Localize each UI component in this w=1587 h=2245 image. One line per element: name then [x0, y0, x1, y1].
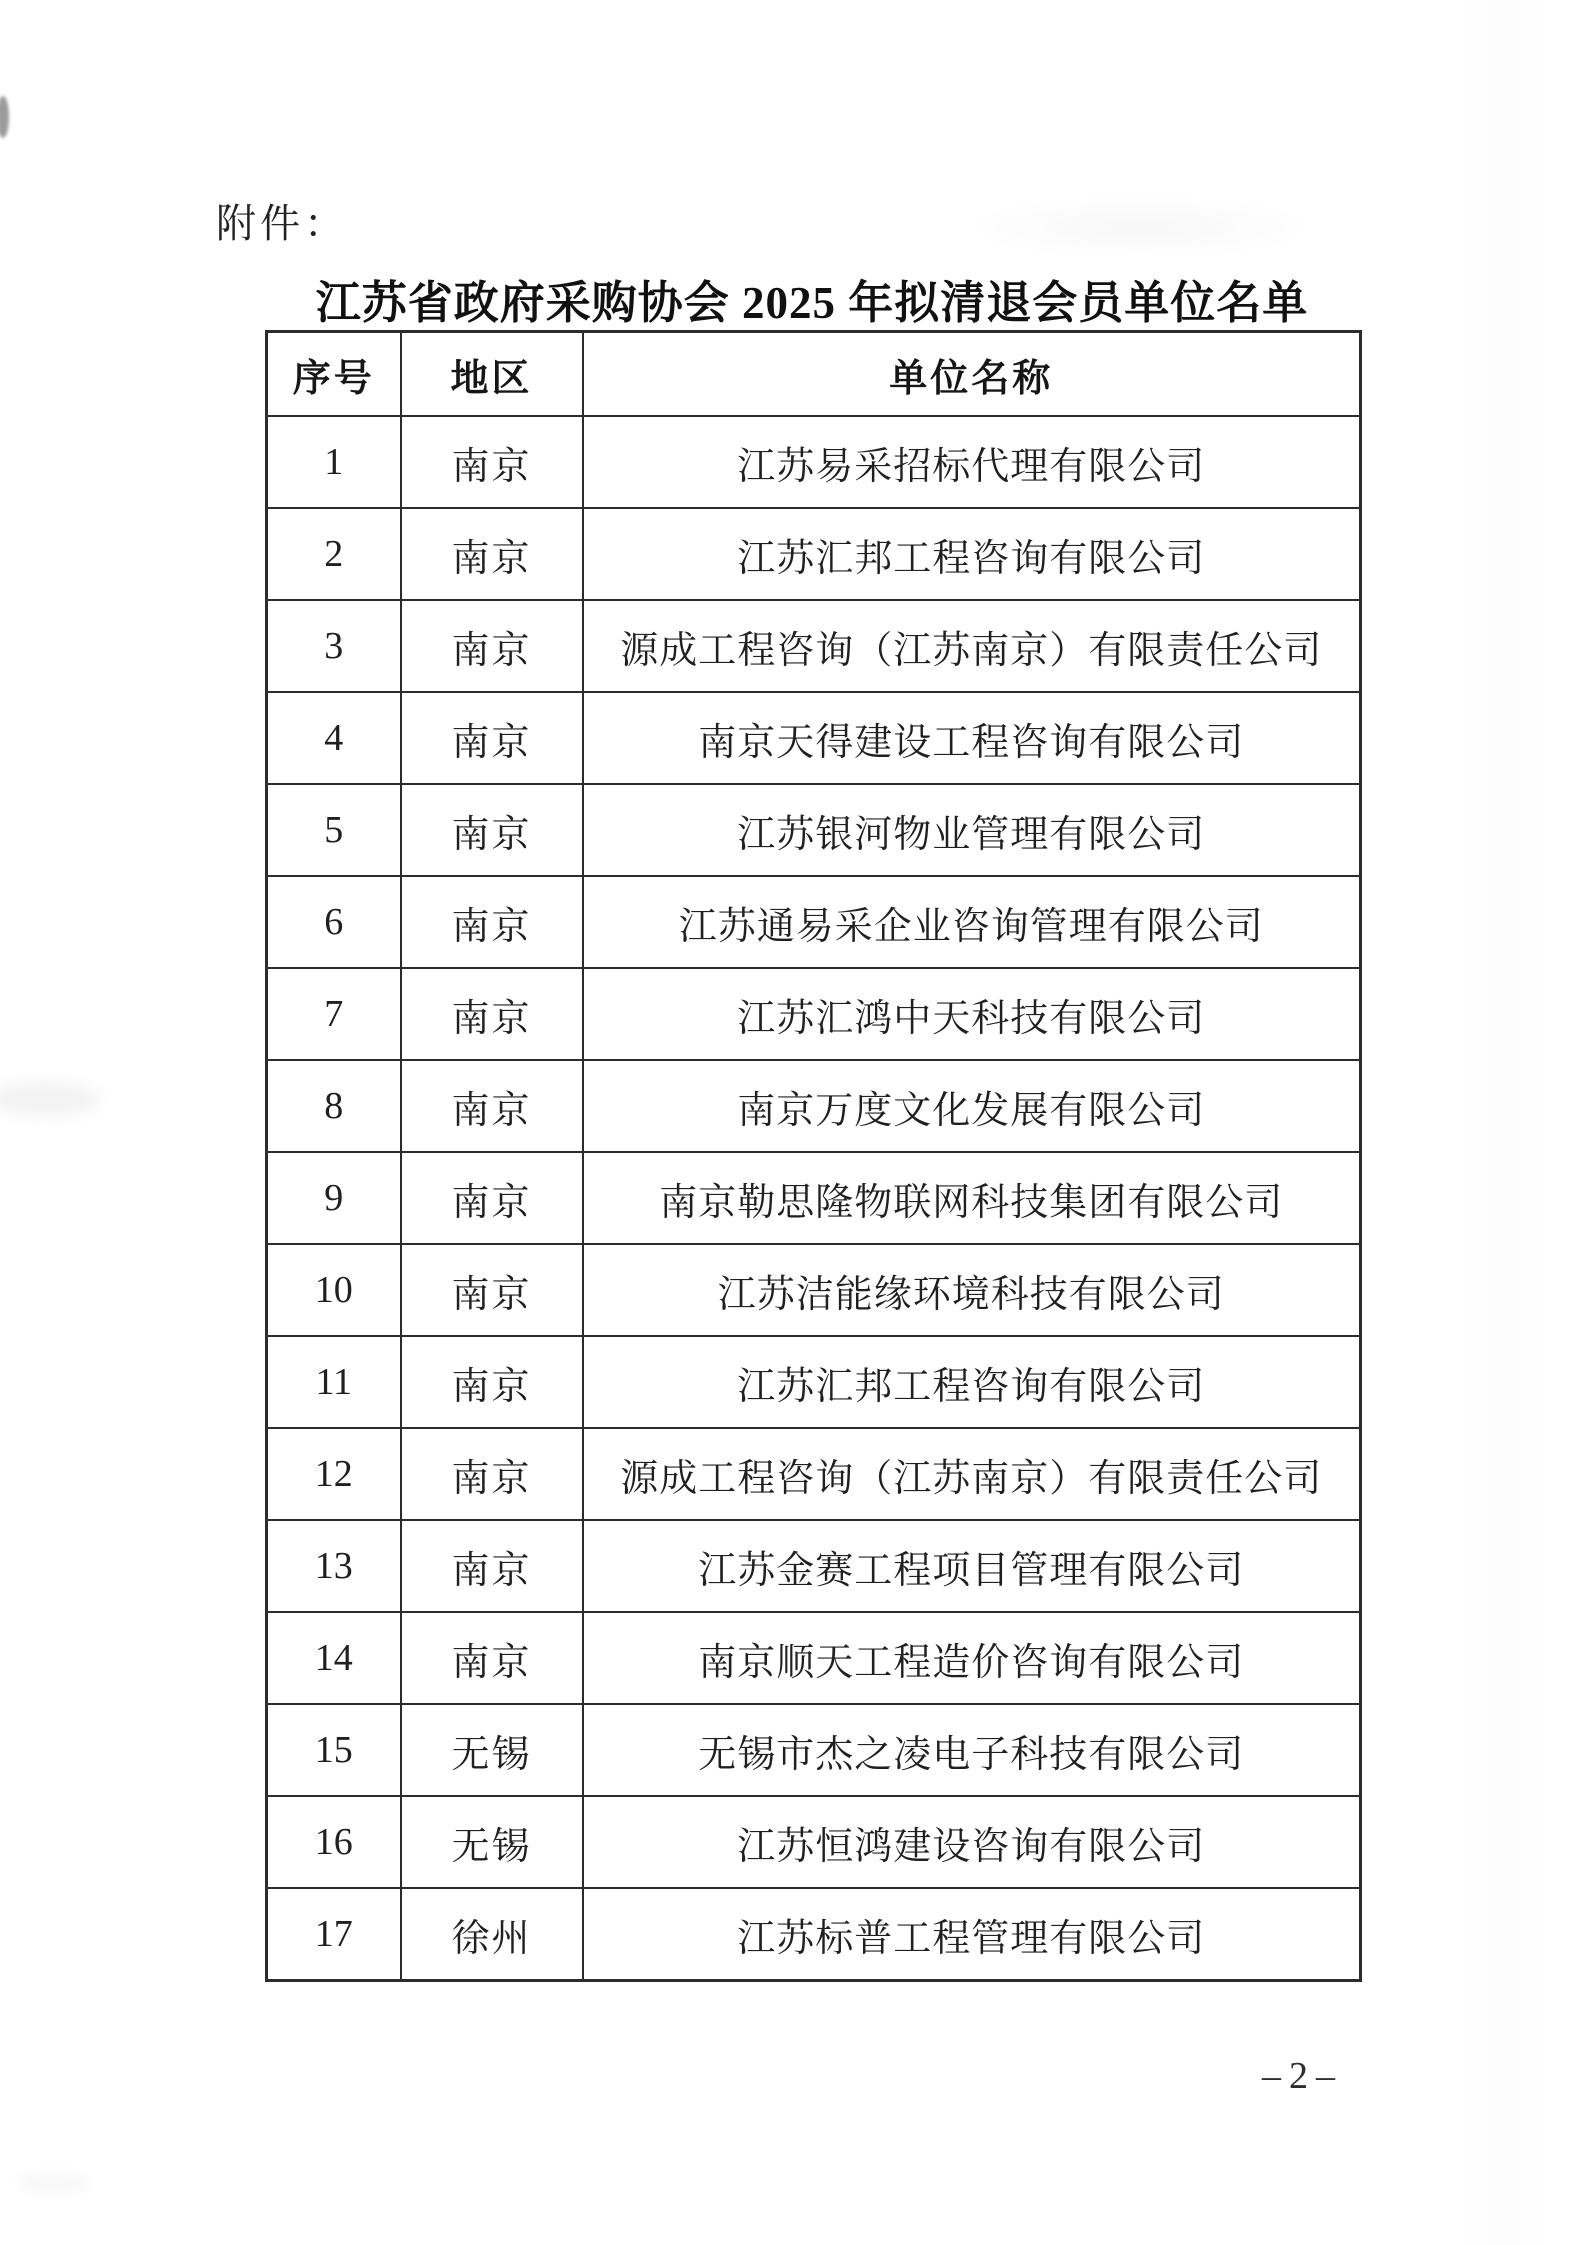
row-number-cell: 3	[267, 600, 401, 692]
attachment-label: 附件：	[216, 201, 348, 246]
region-cell: 南京	[401, 968, 583, 1060]
table-row	[267, 1612, 1361, 1704]
region-cell: 南京	[401, 784, 583, 876]
scan-smudge	[18, 2172, 88, 2194]
company-name-cell: 江苏汇邦工程咨询有限公司	[583, 1336, 1361, 1428]
company-name-cell: 源成工程咨询（江苏南京）有限责任公司	[583, 600, 1361, 692]
row-number-cell: 12	[267, 1428, 401, 1520]
region-cell: 无锡	[401, 1704, 583, 1796]
company-name-cell: 江苏汇邦工程咨询有限公司	[583, 508, 1361, 600]
table-row	[267, 1796, 1361, 1888]
region-cell: 南京	[401, 1336, 583, 1428]
page-title: 江苏省政府采购协会 2025 年拟清退会员单位名单	[315, 278, 1309, 328]
company-name-cell: 无锡市杰之凌电子科技有限公司	[583, 1704, 1361, 1796]
member-table-body	[267, 416, 1361, 1981]
company-name-cell: 江苏金赛工程项目管理有限公司	[583, 1520, 1361, 1612]
column-header-region: 地区	[401, 332, 583, 417]
row-number-cell: 13	[267, 1520, 401, 1612]
scan-speck	[0, 96, 9, 138]
company-name-cell: 江苏汇鸿中天科技有限公司	[583, 968, 1361, 1060]
row-number-cell: 7	[267, 968, 401, 1060]
region-cell: 南京	[401, 508, 583, 600]
table-row	[267, 1060, 1361, 1152]
column-header-name: 单位名称	[583, 332, 1361, 417]
row-number-cell: 9	[267, 1152, 401, 1244]
region-cell: 南京	[401, 1428, 583, 1520]
row-number-cell: 6	[267, 876, 401, 968]
row-number-cell: 1	[267, 416, 401, 508]
scan-bleed-through	[960, 198, 1320, 256]
table-row	[267, 968, 1361, 1060]
member-table	[265, 330, 1362, 1982]
company-name-cell: 江苏通易采企业咨询管理有限公司	[583, 876, 1361, 968]
row-number-cell: 14	[267, 1612, 401, 1704]
scan-streak	[1460, 0, 1550, 2245]
row-number-cell: 10	[267, 1244, 401, 1336]
page-number: –2–	[1262, 2055, 1343, 2097]
row-number-cell: 16	[267, 1796, 401, 1888]
table-row	[267, 508, 1361, 600]
row-number-cell: 17	[267, 1888, 401, 1981]
table-row	[267, 1428, 1361, 1520]
column-header-no: 序号	[267, 332, 401, 417]
scan-smudge	[0, 1082, 100, 1116]
region-cell: 无锡	[401, 1796, 583, 1888]
table-row	[267, 1336, 1361, 1428]
company-name-cell: 江苏洁能缘环境科技有限公司	[583, 1244, 1361, 1336]
table-row	[267, 1244, 1361, 1336]
region-cell: 南京	[401, 600, 583, 692]
table-row	[267, 416, 1361, 508]
company-name-cell: 南京天得建设工程咨询有限公司	[583, 692, 1361, 784]
company-name-cell: 江苏标普工程管理有限公司	[583, 1888, 1361, 1981]
region-cell: 南京	[401, 876, 583, 968]
table-row	[267, 1520, 1361, 1612]
table-row	[267, 600, 1361, 692]
region-cell: 南京	[401, 1060, 583, 1152]
table-row	[267, 876, 1361, 968]
table-row	[267, 784, 1361, 876]
region-cell: 徐州	[401, 1888, 583, 1981]
row-number-cell: 2	[267, 508, 401, 600]
company-name-cell: 源成工程咨询（江苏南京）有限责任公司	[583, 1428, 1361, 1520]
company-name-cell: 江苏恒鸿建设咨询有限公司	[583, 1796, 1361, 1888]
company-name-cell: 南京顺天工程造价咨询有限公司	[583, 1612, 1361, 1704]
company-name-cell: 江苏银河物业管理有限公司	[583, 784, 1361, 876]
table-row	[267, 1152, 1361, 1244]
table-header-row	[267, 332, 1361, 417]
row-number-cell: 15	[267, 1704, 401, 1796]
region-cell: 南京	[401, 1520, 583, 1612]
region-cell: 南京	[401, 692, 583, 784]
row-number-cell: 11	[267, 1336, 401, 1428]
region-cell: 南京	[401, 416, 583, 508]
table-row	[267, 1704, 1361, 1796]
row-number-cell: 5	[267, 784, 401, 876]
company-name-cell: 江苏易采招标代理有限公司	[583, 416, 1361, 508]
table-row	[267, 692, 1361, 784]
region-cell: 南京	[401, 1244, 583, 1336]
region-cell: 南京	[401, 1152, 583, 1244]
company-name-cell: 南京万度文化发展有限公司	[583, 1060, 1361, 1152]
row-number-cell: 8	[267, 1060, 401, 1152]
row-number-cell: 4	[267, 692, 401, 784]
company-name-cell: 南京勒思隆物联网科技集团有限公司	[583, 1152, 1361, 1244]
region-cell: 南京	[401, 1612, 583, 1704]
table-row	[267, 1888, 1361, 1981]
